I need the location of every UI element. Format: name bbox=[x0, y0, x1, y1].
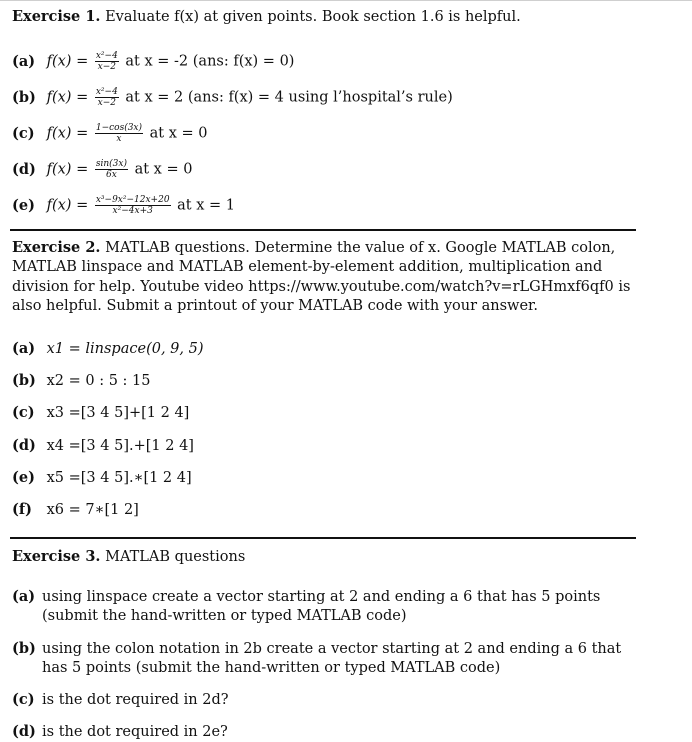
item-label: (c) bbox=[12, 404, 35, 421]
exercise-2-title bbox=[12, 238, 636, 316]
exercise-3-item-d bbox=[12, 722, 634, 742]
exercise-1-item-b bbox=[12, 87, 453, 108]
numerator: x³−9x²−12x+20 bbox=[95, 195, 170, 205]
exercise-1-item-c bbox=[12, 123, 207, 144]
exercise-2-item-a bbox=[12, 340, 204, 357]
fraction bbox=[95, 87, 119, 108]
exercise-1-text: Evaluate f(x) at given points. Book section 1.6 is helpful. bbox=[105, 9, 521, 25]
item-label: (a) bbox=[12, 588, 36, 605]
item-rest: at x = 1 bbox=[177, 197, 236, 214]
exercise-2-item-f bbox=[12, 501, 139, 518]
section-divider bbox=[10, 537, 636, 539]
item-expression: x6 = 7∗[1 2] bbox=[46, 502, 139, 518]
exercise-2-item-d bbox=[12, 437, 194, 454]
function-lhs: f(x) = bbox=[46, 89, 89, 106]
item-label: (d) bbox=[12, 437, 36, 454]
exercise-2-text: MATLAB questions. Determine the value of x. Google MATLAB colon, MATLAB linspace and MATLAB element-by-element addition, multiplication and division for help. Youtube video https://www.youtube.com/watch?v=rLGHmxf6qf0 is also helpful. Submit a printout of your MATLAB code with your answer. bbox=[12, 240, 631, 314]
item-text: is the dot required in 2e? bbox=[42, 724, 228, 740]
fraction bbox=[95, 123, 143, 144]
item-label: (d) bbox=[12, 160, 36, 178]
item-label: (b) bbox=[12, 640, 36, 657]
exercise-1-label: Exercise 1. bbox=[12, 8, 101, 25]
item-text: using linspace create a vector starting at 2 and ending a 6 that has 5 points (submit the hand-written or typed MATLAB code) bbox=[42, 589, 601, 624]
denominator: x²−4x+3 bbox=[112, 206, 153, 216]
item-label: (b) bbox=[12, 88, 36, 106]
item-expression: x5 =[3 4 5].∗[1 2 4] bbox=[46, 470, 192, 486]
denominator: x−2 bbox=[97, 62, 116, 72]
item-rest: at x = 0 bbox=[134, 161, 193, 178]
exercise-3-text: MATLAB questions bbox=[105, 549, 246, 565]
denominator: x bbox=[116, 134, 122, 144]
item-label: (d) bbox=[12, 723, 36, 740]
fraction bbox=[95, 195, 171, 216]
exercise-3-item-a bbox=[12, 587, 634, 626]
item-label: (c) bbox=[12, 691, 35, 708]
item-rest: at x = 2 (ans: f(x) = 4 using l’hospital’s rule) bbox=[125, 89, 453, 106]
exercise-1-item-e bbox=[12, 195, 235, 216]
item-text: using the colon notation in 2b create a vector starting at 2 and ending a 6 that has 5 points (submit the hand-written or typed MATLAB code) bbox=[42, 641, 622, 676]
item-expression: x2 = 0 : 5 : 15 bbox=[46, 373, 151, 389]
fraction bbox=[95, 159, 128, 180]
item-expression: x4 =[3 4 5].+[1 2 4] bbox=[46, 438, 194, 454]
numerator: sin(3x) bbox=[95, 159, 127, 169]
item-label: (c) bbox=[12, 124, 35, 142]
numerator: x²−4 bbox=[95, 87, 118, 97]
top-border bbox=[0, 0, 692, 1]
item-label: (a) bbox=[12, 340, 36, 357]
numerator: x²−4 bbox=[95, 51, 118, 61]
denominator: x−2 bbox=[97, 98, 116, 108]
exercise-3-item-c bbox=[12, 690, 634, 710]
denominator: 6x bbox=[106, 170, 117, 180]
item-expression: x3 =[3 4 5]+[1 2 4] bbox=[46, 405, 190, 421]
exercise-2-item-b bbox=[12, 372, 151, 389]
exercise-2-item-e bbox=[12, 469, 192, 486]
item-label: (e) bbox=[12, 469, 35, 486]
item-label: (e) bbox=[12, 196, 35, 214]
item-label: (b) bbox=[12, 372, 36, 389]
exercise-1-item-a bbox=[12, 51, 294, 72]
exercise-2-label: Exercise 2. bbox=[12, 239, 101, 256]
item-label: (a) bbox=[12, 52, 36, 70]
fraction bbox=[95, 51, 119, 72]
exercise-3-item-b bbox=[12, 639, 634, 678]
function-lhs: f(x) = bbox=[46, 53, 89, 70]
numerator: 1−cos(3x) bbox=[95, 123, 143, 133]
exercise-3-label: Exercise 3. bbox=[12, 548, 101, 565]
item-label: (f) bbox=[12, 501, 32, 518]
item-text: is the dot required in 2d? bbox=[42, 692, 229, 708]
function-lhs: f(x) = bbox=[46, 197, 89, 214]
item-expression: x1 = linspace(0, 9, 5) bbox=[46, 341, 204, 357]
exercise-3-title bbox=[12, 548, 245, 565]
exercise-2-item-c bbox=[12, 404, 189, 421]
function-lhs: f(x) = bbox=[46, 161, 89, 178]
function-lhs: f(x) = bbox=[46, 125, 89, 142]
exercise-1-title bbox=[12, 8, 521, 25]
section-divider bbox=[10, 229, 636, 231]
exercise-1-item-d bbox=[12, 159, 192, 180]
item-rest: at x = 0 bbox=[149, 125, 208, 142]
item-rest: at x = -2 (ans: f(x) = 0) bbox=[125, 53, 295, 70]
